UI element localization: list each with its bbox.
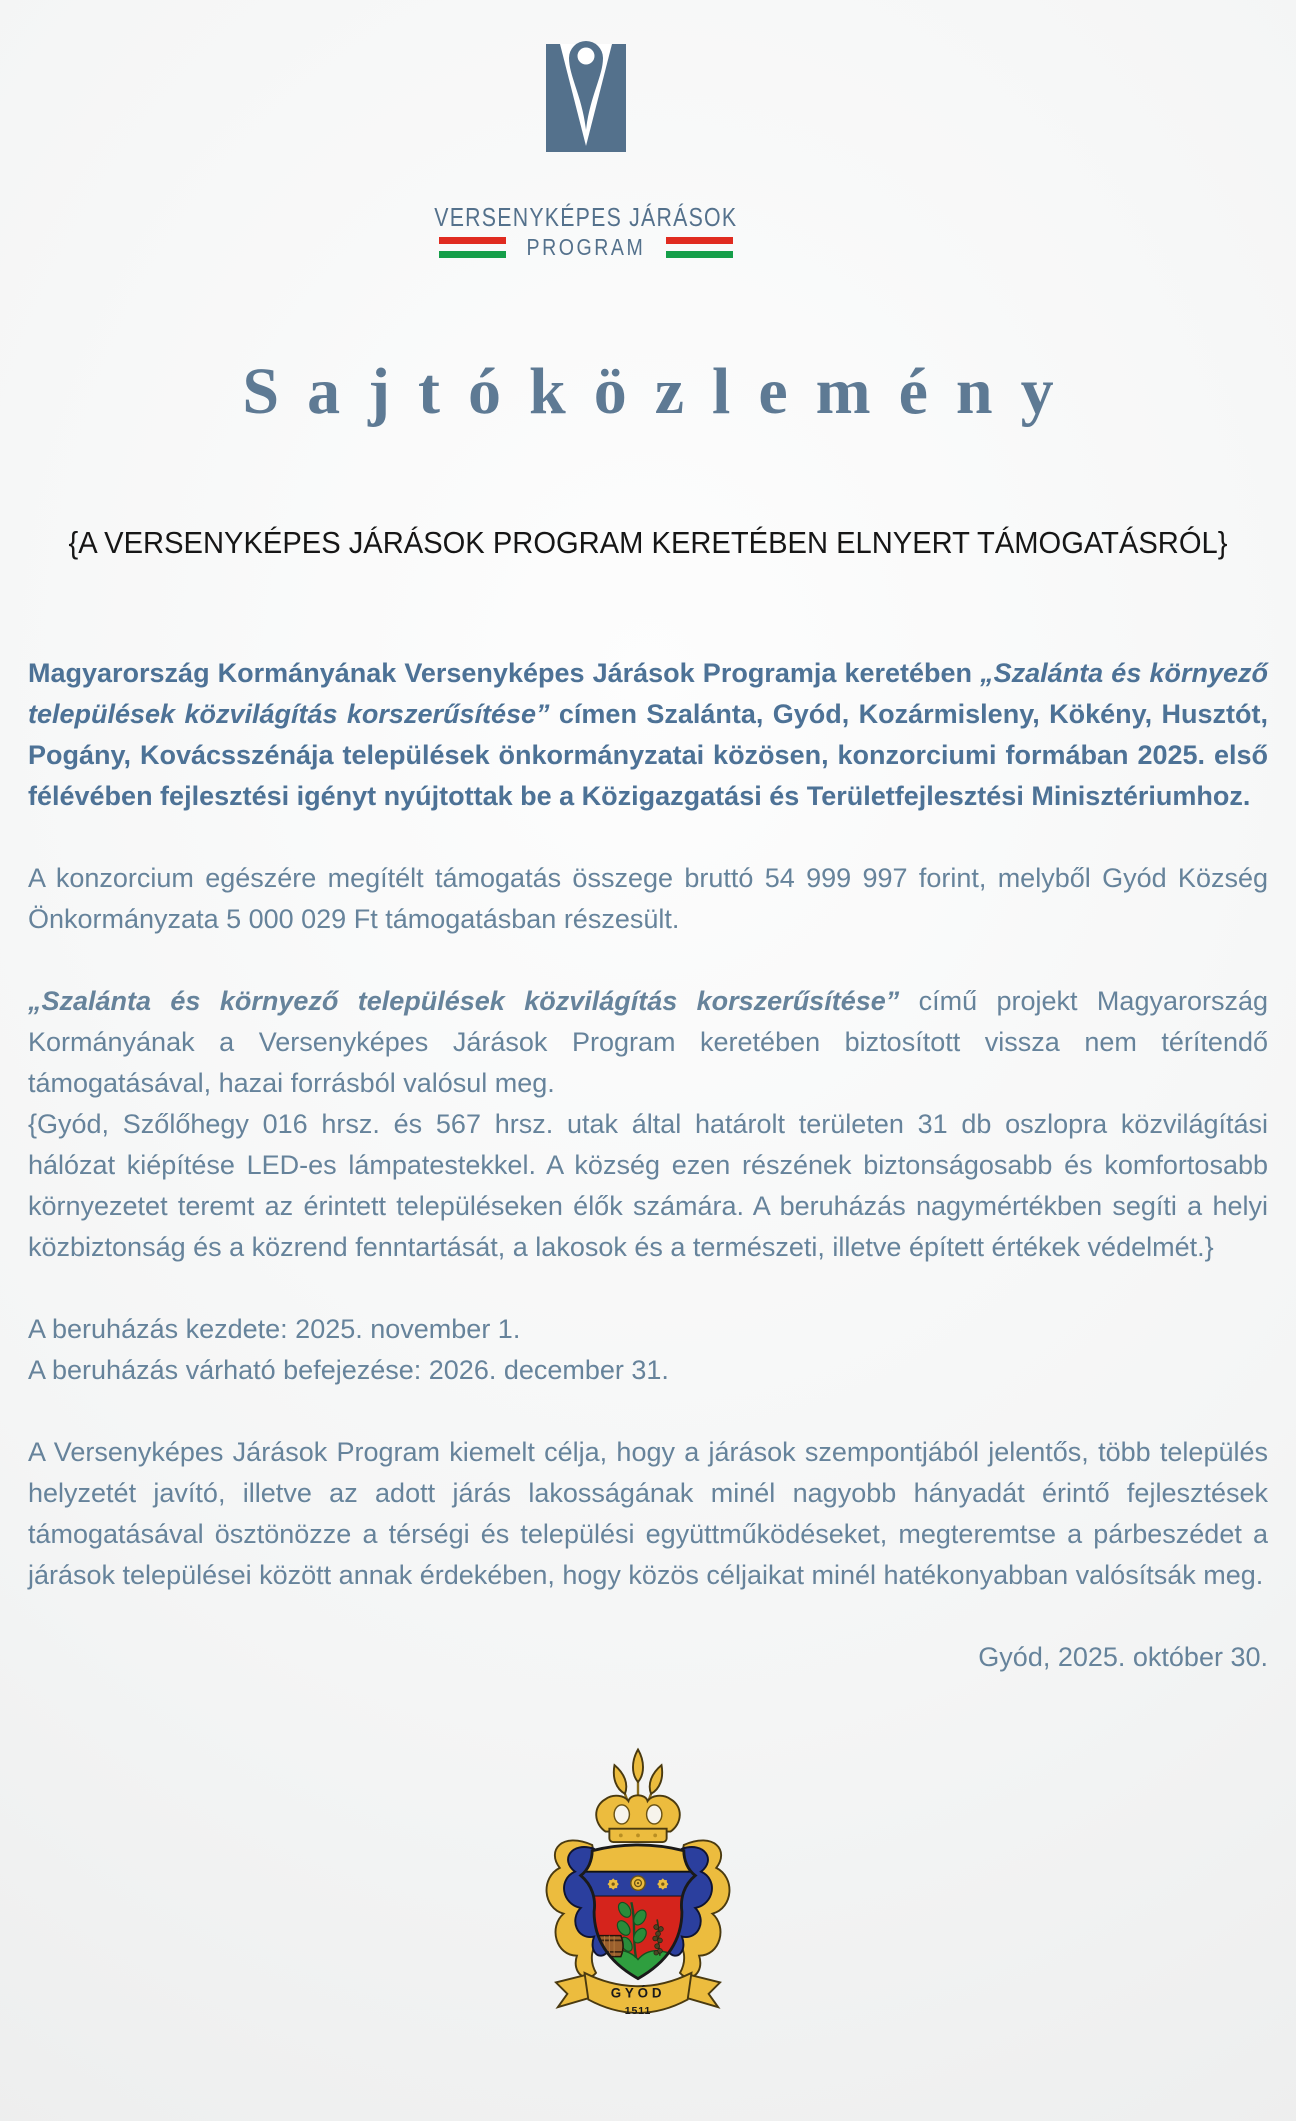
founding-year-label: 1511	[624, 2004, 652, 2017]
paragraph-grant-amount: A konzorcium egészére megítélt támogatás összege bruttó 54 999 997 forint, melyből Gyód Község Önkormányzata 5 000 029 Ft támogatásban részesült.	[28, 863, 1268, 934]
paragraph-project-details: {Gyód, Szőlőhegy 016 hrsz. és 567 hrsz. utak által határolt területen 31 db oszlopra közvilágítási hálózat kiépítése LED-es lámpatestekkel. A község ezen részének biztonságosabb és komfortosabb környezetet teremt az érintett településeken élők számára. A beruházás nagymértékben segíti a helyi közbiztonság és a közrend fenntartását, a lakosok és a természeti, illetve épített értékek védelmét.}	[28, 1109, 1268, 1262]
paragraph-project-block	[28, 981, 1268, 1268]
paragraph-grant-application	[28, 653, 1268, 817]
rose	[631, 1876, 645, 1890]
gyod-coat-of-arms	[28, 1738, 1268, 2039]
paragraph-project-funding-rest: című projekt Magyarország Kormányának a Versenyképes Járások Program keretében biztosított vissza nem térítendő támogatásával, hazai forrásból valósul meg.	[28, 986, 1269, 1098]
town-name-label: GYÓD	[610, 1985, 666, 2001]
paragraph-grant-application-rest: címen Szalánta, Gyód, Kozármisleny, Kökény, Husztót, Pogány, Kovácsszénája települések önkormányzatai közösen, konzorciumi formában 2025. első félévében fejlesztési igényt nyújtottak be a Közigazgatási és Területfejlesztési Minisztériumhoz.	[28, 699, 1268, 811]
logo-program-row	[439, 236, 733, 259]
shield	[577, 1834, 699, 1992]
logo-subtitle: PROGRAM	[526, 234, 646, 260]
coat-of-arms-graphic	[533, 1738, 743, 2034]
press-release-body	[28, 653, 1268, 1678]
dateline: Gyód, 2025. október 30.	[978, 1642, 1268, 1672]
program-logo	[0, 34, 1206, 259]
project-name-quote: „Szalánta és környező települések közvilágítás korszerűsítése”	[28, 658, 1268, 729]
sun-right	[657, 1878, 668, 1889]
page-title: Sajtóközlemény	[242, 355, 1082, 428]
crown	[596, 1795, 680, 1842]
paragraph-project-funding	[28, 981, 1268, 1104]
hungarian-flag-right	[666, 237, 733, 258]
end-date-line: A beruházás várható befejezése: 2026. december 31.	[28, 1355, 669, 1385]
project-dates	[28, 1309, 1268, 1391]
start-date-line: A beruházás kezdete: 2025. november 1.	[28, 1314, 521, 1344]
location-pin-icon	[546, 34, 626, 154]
subtitle: {A VERSENYKÉPES JÁRÁSOK PROGRAM KERETÉBEN ELNYERT TÁMOGATÁSRÓL}	[68, 525, 1228, 560]
project-name-quote-2: „Szalánta és környező települések közvilágítás korszerűsítése”	[28, 986, 900, 1016]
logo-title: VERSENYKÉPES JÁRÁSOK	[434, 202, 738, 232]
paragraph-program-goal: A Versenyképes Járások Program kiemelt célja, hogy a járások szempontjából jelentős, több település helyzetét javító, illetve az adott járás lakosságának minél nagyobb hányadát érintő fejlesztések támogatásával ösztönözze a térségi és települési együttműködéseket, megteremtse a párbeszédet a járások települései között annak érdekében, hogy közös céljaikat minél hatékonyabban valósítsák meg.	[28, 1437, 1268, 1590]
hungarian-flag-left	[439, 237, 506, 258]
paragraph-grant-application-lead: Magyarország Kormányának Versenyképes Járások Programja keretében	[28, 658, 981, 688]
sun-left	[608, 1878, 619, 1889]
